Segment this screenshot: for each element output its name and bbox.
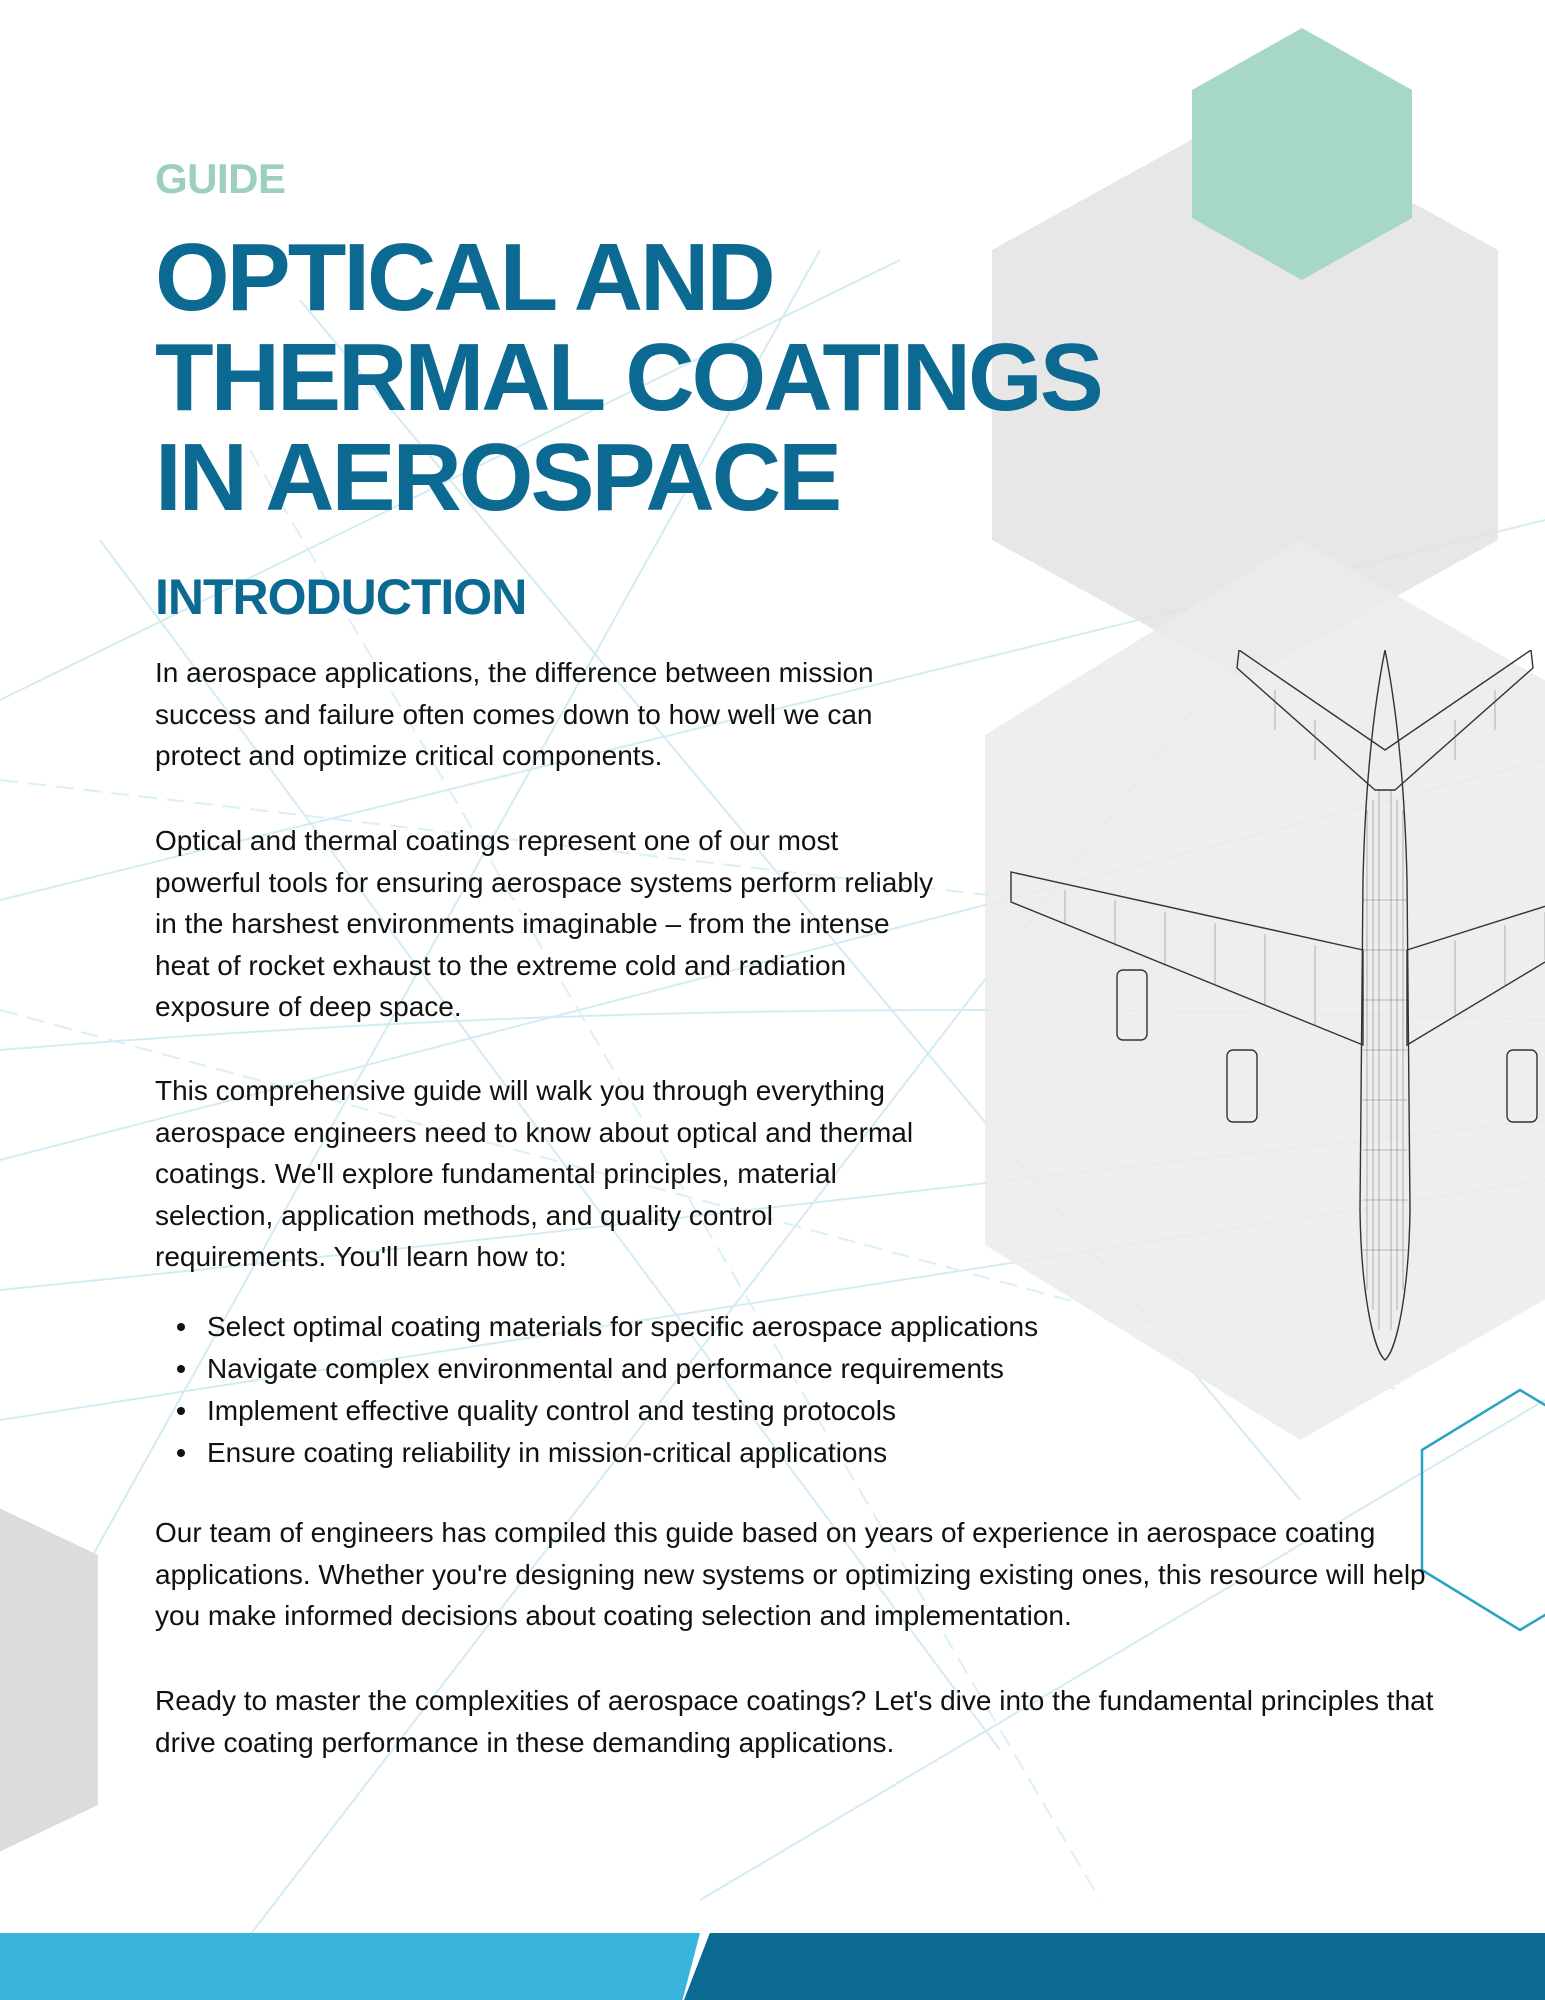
hexagon-grey-bottom-left (0, 1480, 98, 1880)
list-item (155, 1306, 1038, 1348)
paragraph-line: coatings. We'll explore fundamental principles, material (155, 1158, 837, 1189)
footer-band-dark (684, 1933, 1545, 2000)
paragraph-line: powerful tools for ensuring aerospace systems perform reliably (155, 866, 934, 898)
list-item-text: Navigate complex environmental and performance requirements (207, 1353, 1004, 1384)
intro-paragraph-4 (155, 1512, 1426, 1637)
page-title (155, 224, 1155, 531)
plane-left-wing (1011, 872, 1363, 1045)
list-item (155, 1348, 1038, 1390)
paragraph-line: heat of rocket exhaust to the extreme cold and radiation (155, 949, 847, 981)
list-item (155, 1432, 1038, 1474)
paragraph-line: drive coating performance in these demanding applications. (155, 1726, 895, 1758)
paragraph-line: aerospace engineers need to know about optical and thermal (155, 1116, 914, 1148)
paragraph-line: applications. Whether you're designing new systems or optimizing existing ones, this resource will help (155, 1558, 1426, 1590)
paragraph-line: Ready to master the complexities of aerospace coatings? Let's dive into the fundamental principles that (155, 1685, 1434, 1716)
paragraph-line: In aerospace applications, the difference between mission (155, 657, 874, 688)
title-line: OPTICAL AND (155, 224, 773, 331)
paragraph-line: Our team of engineers has compiled this guide based on years of experience in aerospace coating (155, 1517, 1376, 1548)
footer-band (0, 1933, 1545, 2000)
section-heading-introduction: INTRODUCTION (155, 569, 527, 625)
title-line: IN AEROSPACE (155, 424, 840, 531)
intro-paragraph-5 (155, 1680, 1434, 1763)
paragraph-line: success and failure often comes down to how well we can (155, 698, 873, 730)
paragraph-line: exposure of deep space. (155, 991, 462, 1022)
bullet-icon (177, 1323, 185, 1331)
list-item-text: Select optimal coating materials for specific aerospace applications (207, 1311, 1039, 1342)
plane-fuselage (1360, 650, 1410, 1360)
paragraph-line: in the harshest environments imaginable – from the intense (155, 908, 890, 939)
list-item-text: Ensure coating reliability in mission-critical applications (207, 1437, 888, 1468)
plane-engine (1117, 970, 1147, 1040)
intro-paragraph-2 (155, 820, 933, 1028)
plane-engine (1227, 1050, 1257, 1122)
footer-band-light (0, 1933, 700, 2000)
bullet-icon (177, 1449, 185, 1457)
paragraph-line: protect and optimize critical components. (155, 740, 663, 771)
bullet-icon (177, 1365, 185, 1373)
intro-paragraph-3 (155, 1070, 913, 1278)
plane-right-wing (1407, 900, 1545, 1045)
paragraph-line: Optical and thermal coatings represent one of our most (155, 825, 839, 856)
list-item-text: Implement effective quality control and testing protocols (207, 1395, 896, 1426)
paragraph-line: you make informed decisions about coating selection and implementation. (155, 1600, 1072, 1631)
paragraph-line: This comprehensive guide will walk you through everything (155, 1075, 885, 1106)
plane-tail (1237, 650, 1533, 790)
bullet-icon (177, 1407, 185, 1415)
paragraph-line: requirements. You'll learn how to: (155, 1241, 567, 1272)
title-line: THERMAL COATINGS (155, 324, 1101, 431)
learning-bullet-list (155, 1306, 1038, 1474)
plane-engine (1507, 1050, 1537, 1122)
paragraph-line: selection, application methods, and quality control (155, 1199, 773, 1231)
list-item (155, 1390, 1038, 1432)
hexagon-outline-teal (1422, 1390, 1545, 1630)
intro-paragraph-1 (155, 652, 874, 777)
airplane-wireframe-image (1005, 650, 1545, 1370)
eyebrow-label: GUIDE (155, 155, 286, 202)
